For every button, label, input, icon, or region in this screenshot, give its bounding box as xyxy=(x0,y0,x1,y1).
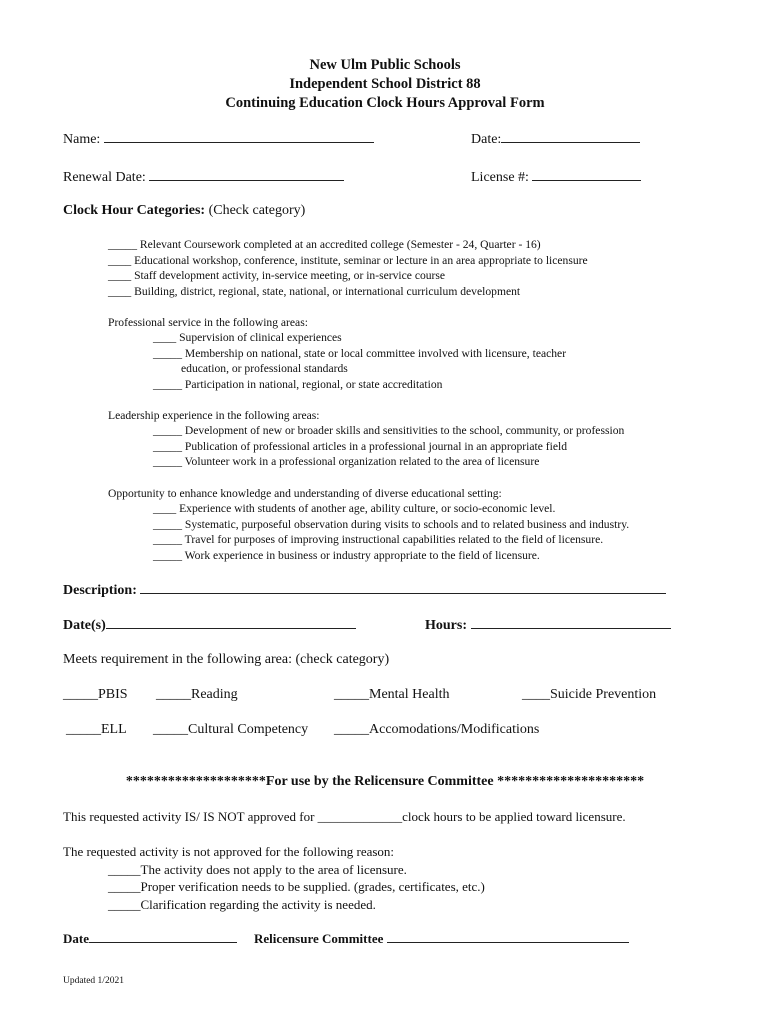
requirement-option-reading[interactable]: _____Reading xyxy=(156,687,238,702)
reason-heading: The requested activity is not approved for the following reason: xyxy=(63,844,395,859)
category-item[interactable]: _____ Relevant Coursework completed at an accredited college (Semester - 24, Quarter - 16) xyxy=(108,238,541,251)
category-item[interactable]: _____ Membership on national, state or local committee involved with licensure, teacher xyxy=(153,347,567,360)
leadership-heading: Leadership experience in the following areas: xyxy=(108,409,320,422)
requirement-option-accommodations[interactable]: _____Accomodations/Modifications xyxy=(334,722,540,737)
category-item[interactable]: _____ Travel for purposes of improving instructional capabilities related to the field of licensure. xyxy=(153,533,604,546)
category-item[interactable]: ____ Supervision of clinical experiences xyxy=(153,331,342,344)
license-row xyxy=(471,169,641,186)
renewal-date-label: Renewal Date: xyxy=(63,170,146,185)
categories-heading-row xyxy=(63,203,305,219)
dates-label: Date(s) xyxy=(63,618,106,633)
license-field[interactable] xyxy=(532,169,641,181)
description-field[interactable] xyxy=(140,582,666,594)
license-label: License #: xyxy=(471,170,529,185)
requirement-option-cultural-competency[interactable]: _____Cultural Competency xyxy=(153,722,309,737)
committee-signature-field[interactable] xyxy=(387,931,629,943)
name-label: Name: xyxy=(63,132,101,147)
hours-row xyxy=(425,617,671,634)
updated-note: Updated 1/2021 xyxy=(63,976,124,986)
category-item-continuation: education, or professional standards xyxy=(181,362,348,375)
category-item[interactable]: ____ Educational workshop, conference, institute, seminar or lecture in an area appropriate to licensure xyxy=(108,254,588,267)
category-item[interactable]: ____ Building, district, regional, state, national, or international curriculum development xyxy=(108,285,521,298)
approval-row xyxy=(63,809,626,825)
hours-field[interactable] xyxy=(471,617,671,629)
form-district-name: Independent School District 88 xyxy=(289,76,481,92)
requirement-option-mental-health[interactable]: _____Mental Health xyxy=(334,687,450,702)
description-label: Description: xyxy=(63,583,137,598)
name-row xyxy=(63,131,374,148)
committee-date-field[interactable] xyxy=(89,931,237,943)
approval-hours-blank[interactable]: _____________ xyxy=(317,809,403,824)
reason-item[interactable]: _____Proper verification needs to be supplied. (grades, certificates, etc.) xyxy=(108,879,485,894)
hours-label: Hours: xyxy=(425,618,467,633)
requirement-option-suicide-prevention[interactable]: ____Suicide Prevention xyxy=(522,687,657,702)
reason-item[interactable]: _____Clarification regarding the activity is needed. xyxy=(108,897,376,912)
dates-field[interactable] xyxy=(106,617,356,629)
date-row xyxy=(471,131,640,148)
approval-prefix: This requested activity IS/ IS NOT approved for xyxy=(63,809,315,824)
renewal-date-field[interactable] xyxy=(149,169,344,181)
category-item[interactable]: _____ Development of new or broader skills and sensitivities to the school, community, or profession xyxy=(153,424,625,437)
reason-item[interactable]: _____The activity does not apply to the area of licensure. xyxy=(108,862,407,877)
requirement-prompt: Meets requirement in the following area: (check category) xyxy=(63,652,390,667)
committee-banner: ********************For use by the Relicensure Committee ********************* xyxy=(125,774,645,789)
professional-heading: Professional service in the following areas: xyxy=(108,316,308,329)
category-item[interactable]: _____ Participation in national, regional, or state accreditation xyxy=(153,378,443,391)
category-item[interactable]: ____ Staff development activity, in-service meeting, or in-service course xyxy=(108,269,446,282)
approval-suffix: clock hours to be applied toward licensure. xyxy=(402,809,626,824)
renewal-row xyxy=(63,169,344,186)
requirement-option-ell[interactable]: _____ELL xyxy=(66,722,127,737)
date-field[interactable] xyxy=(501,131,640,143)
committee-label: Relicensure Committee xyxy=(254,931,384,946)
form-school-name: New Ulm Public Schools xyxy=(309,57,461,73)
date-label: Date: xyxy=(471,132,502,147)
categories-heading: Clock Hour Categories: xyxy=(63,203,206,218)
category-item[interactable]: _____ Work experience in business or industry appropriate to the field of licensure. xyxy=(153,549,540,562)
category-item[interactable]: _____ Systematic, purposeful observation during visits to schools and to related business and industry. xyxy=(153,518,630,531)
diversity-heading: Opportunity to enhance knowledge and understanding of diverse educational setting: xyxy=(108,487,502,500)
categories-instruction: (Check category) xyxy=(208,203,306,218)
committee-date-row xyxy=(63,931,237,947)
committee-date-label: Date xyxy=(63,931,89,946)
category-item[interactable]: _____ Volunteer work in a professional organization related to the area of licensure xyxy=(153,455,540,468)
category-item[interactable]: _____ Publication of professional articles in a professional journal in an appropriate field xyxy=(153,440,568,453)
form-title: Continuing Education Clock Hours Approval Form xyxy=(225,95,545,111)
requirement-option-pbis[interactable]: _____PBIS xyxy=(63,687,128,702)
name-field[interactable] xyxy=(104,131,374,143)
committee-signature-row xyxy=(254,931,629,947)
dates-row xyxy=(63,617,356,634)
category-item[interactable]: ____ Experience with students of another age, ability culture, or socio-economic level. xyxy=(153,502,556,515)
description-row xyxy=(63,582,666,599)
